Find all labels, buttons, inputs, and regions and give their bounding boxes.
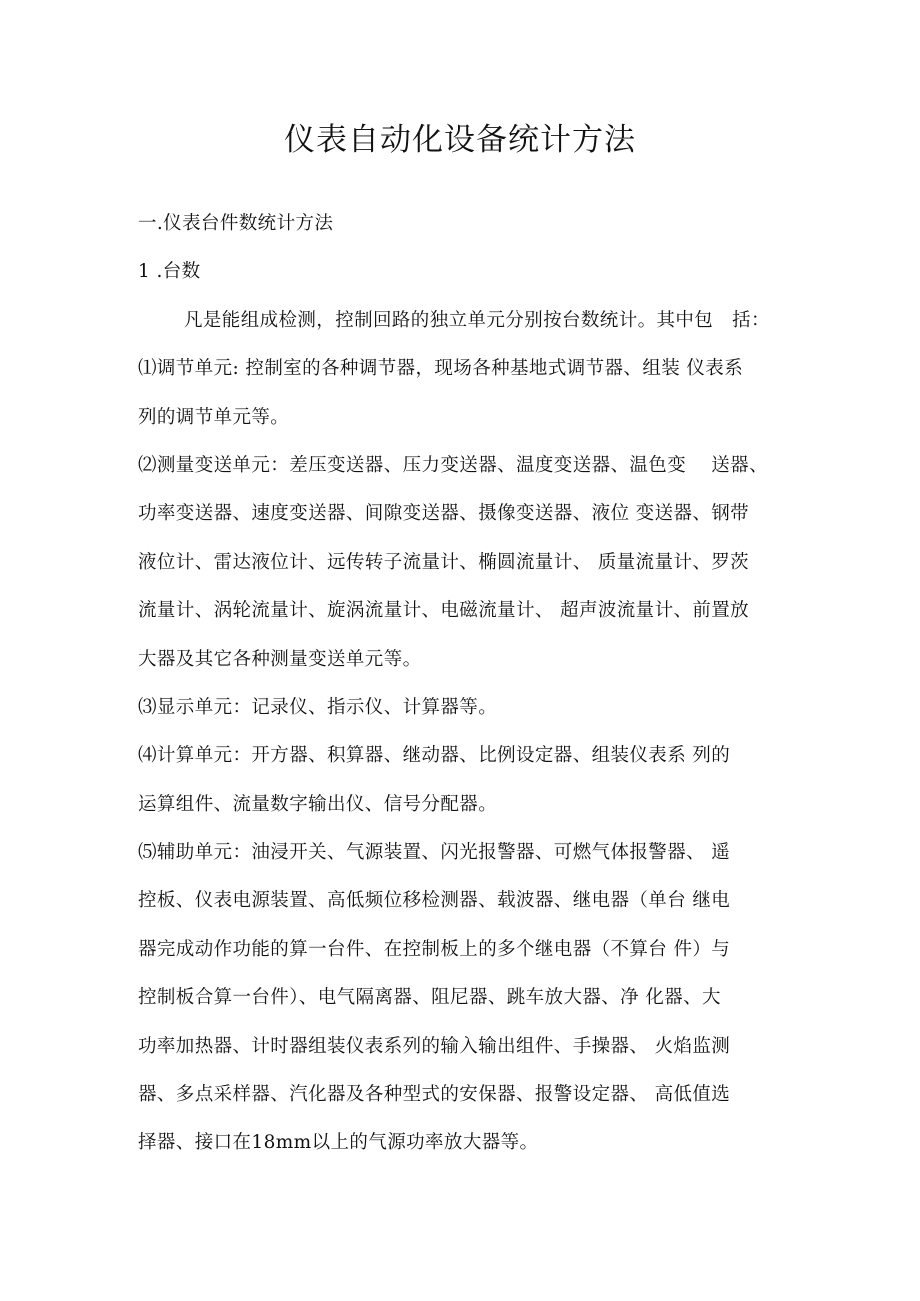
paragraph-line: ⑴调节单元: 控制室的各种调节器，现场各种基地式调节器、组装 仪表系 xyxy=(138,358,744,380)
paragraph-line: 功率变送器、速度变送器、间隙变送器、摄像变送器、液位 变送器、钢带 xyxy=(138,503,750,525)
paragraph-line: ⑶显示单元：记录仪、指示仪、计算器等。 xyxy=(138,696,498,718)
document-title: 仪表自动化设备统计方法 xyxy=(284,122,636,158)
paragraph-line: 控制板合算一台件）、电气隔离器、阻尼器、跳车放大器、净 化器、大 xyxy=(138,987,721,1009)
paragraph-line: ⑵测量变送单元：差压变送器、压力变送器、温度变送器、温色变 送器、 xyxy=(138,454,768,476)
paragraph-line: 择器、接口在18mm以上的气源功率放大器等。 xyxy=(138,1132,539,1154)
paragraph-line: 功率加热器、计时器组装仪表系列的输入输出组件、手操器、 火焰监测 xyxy=(138,1035,731,1057)
paragraph-line: ⑸辅助单元：油浸开关、气源装置、闪光报警器、可燃气体报警器、 遥 xyxy=(138,842,731,864)
document-body xyxy=(138,212,808,1180)
paragraph-line: 运算组件、流量数字输出仪、信号分配器。 xyxy=(138,793,498,815)
paragraph-line: 器、多点采样器、汽化器及各种型式的安保器、报警设定器、 高低值选 xyxy=(138,1084,731,1106)
paragraph-line: 控板、仪表电源装置、高低频位移检测器、载波器、继电器（单台 继电 xyxy=(138,890,731,912)
paragraph-line: 器完成动作功能的算一台件、在控制板上的多个继电器（不算台 件）与 xyxy=(138,938,731,960)
paragraph-line: 流量计、涡轮流量计、旋涡流量计、电磁流量计、 超声波流量计、前置放 xyxy=(138,600,750,622)
paragraph-line: 列的调节单元等。 xyxy=(138,406,290,428)
paragraph-line: 大器及其它各种测量变送单元等。 xyxy=(138,648,422,670)
section-heading: 一.仪表台件数统计方法 xyxy=(138,213,334,234)
paragraph-line: 液位计、雷达液位计、远传转子流量计、椭圆流量计、 质量流量计、罗茨 xyxy=(138,551,750,573)
subsection-heading: 1 .台数 xyxy=(138,261,201,283)
paragraph-line: 凡是能组成检测，控制回路的独立单元分别按台数统计。其中包 括： xyxy=(184,309,770,331)
paragraph-line: ⑷计算单元：开方器、积算器、继动器、比例设定器、组装仪表系 列的 xyxy=(138,745,731,767)
